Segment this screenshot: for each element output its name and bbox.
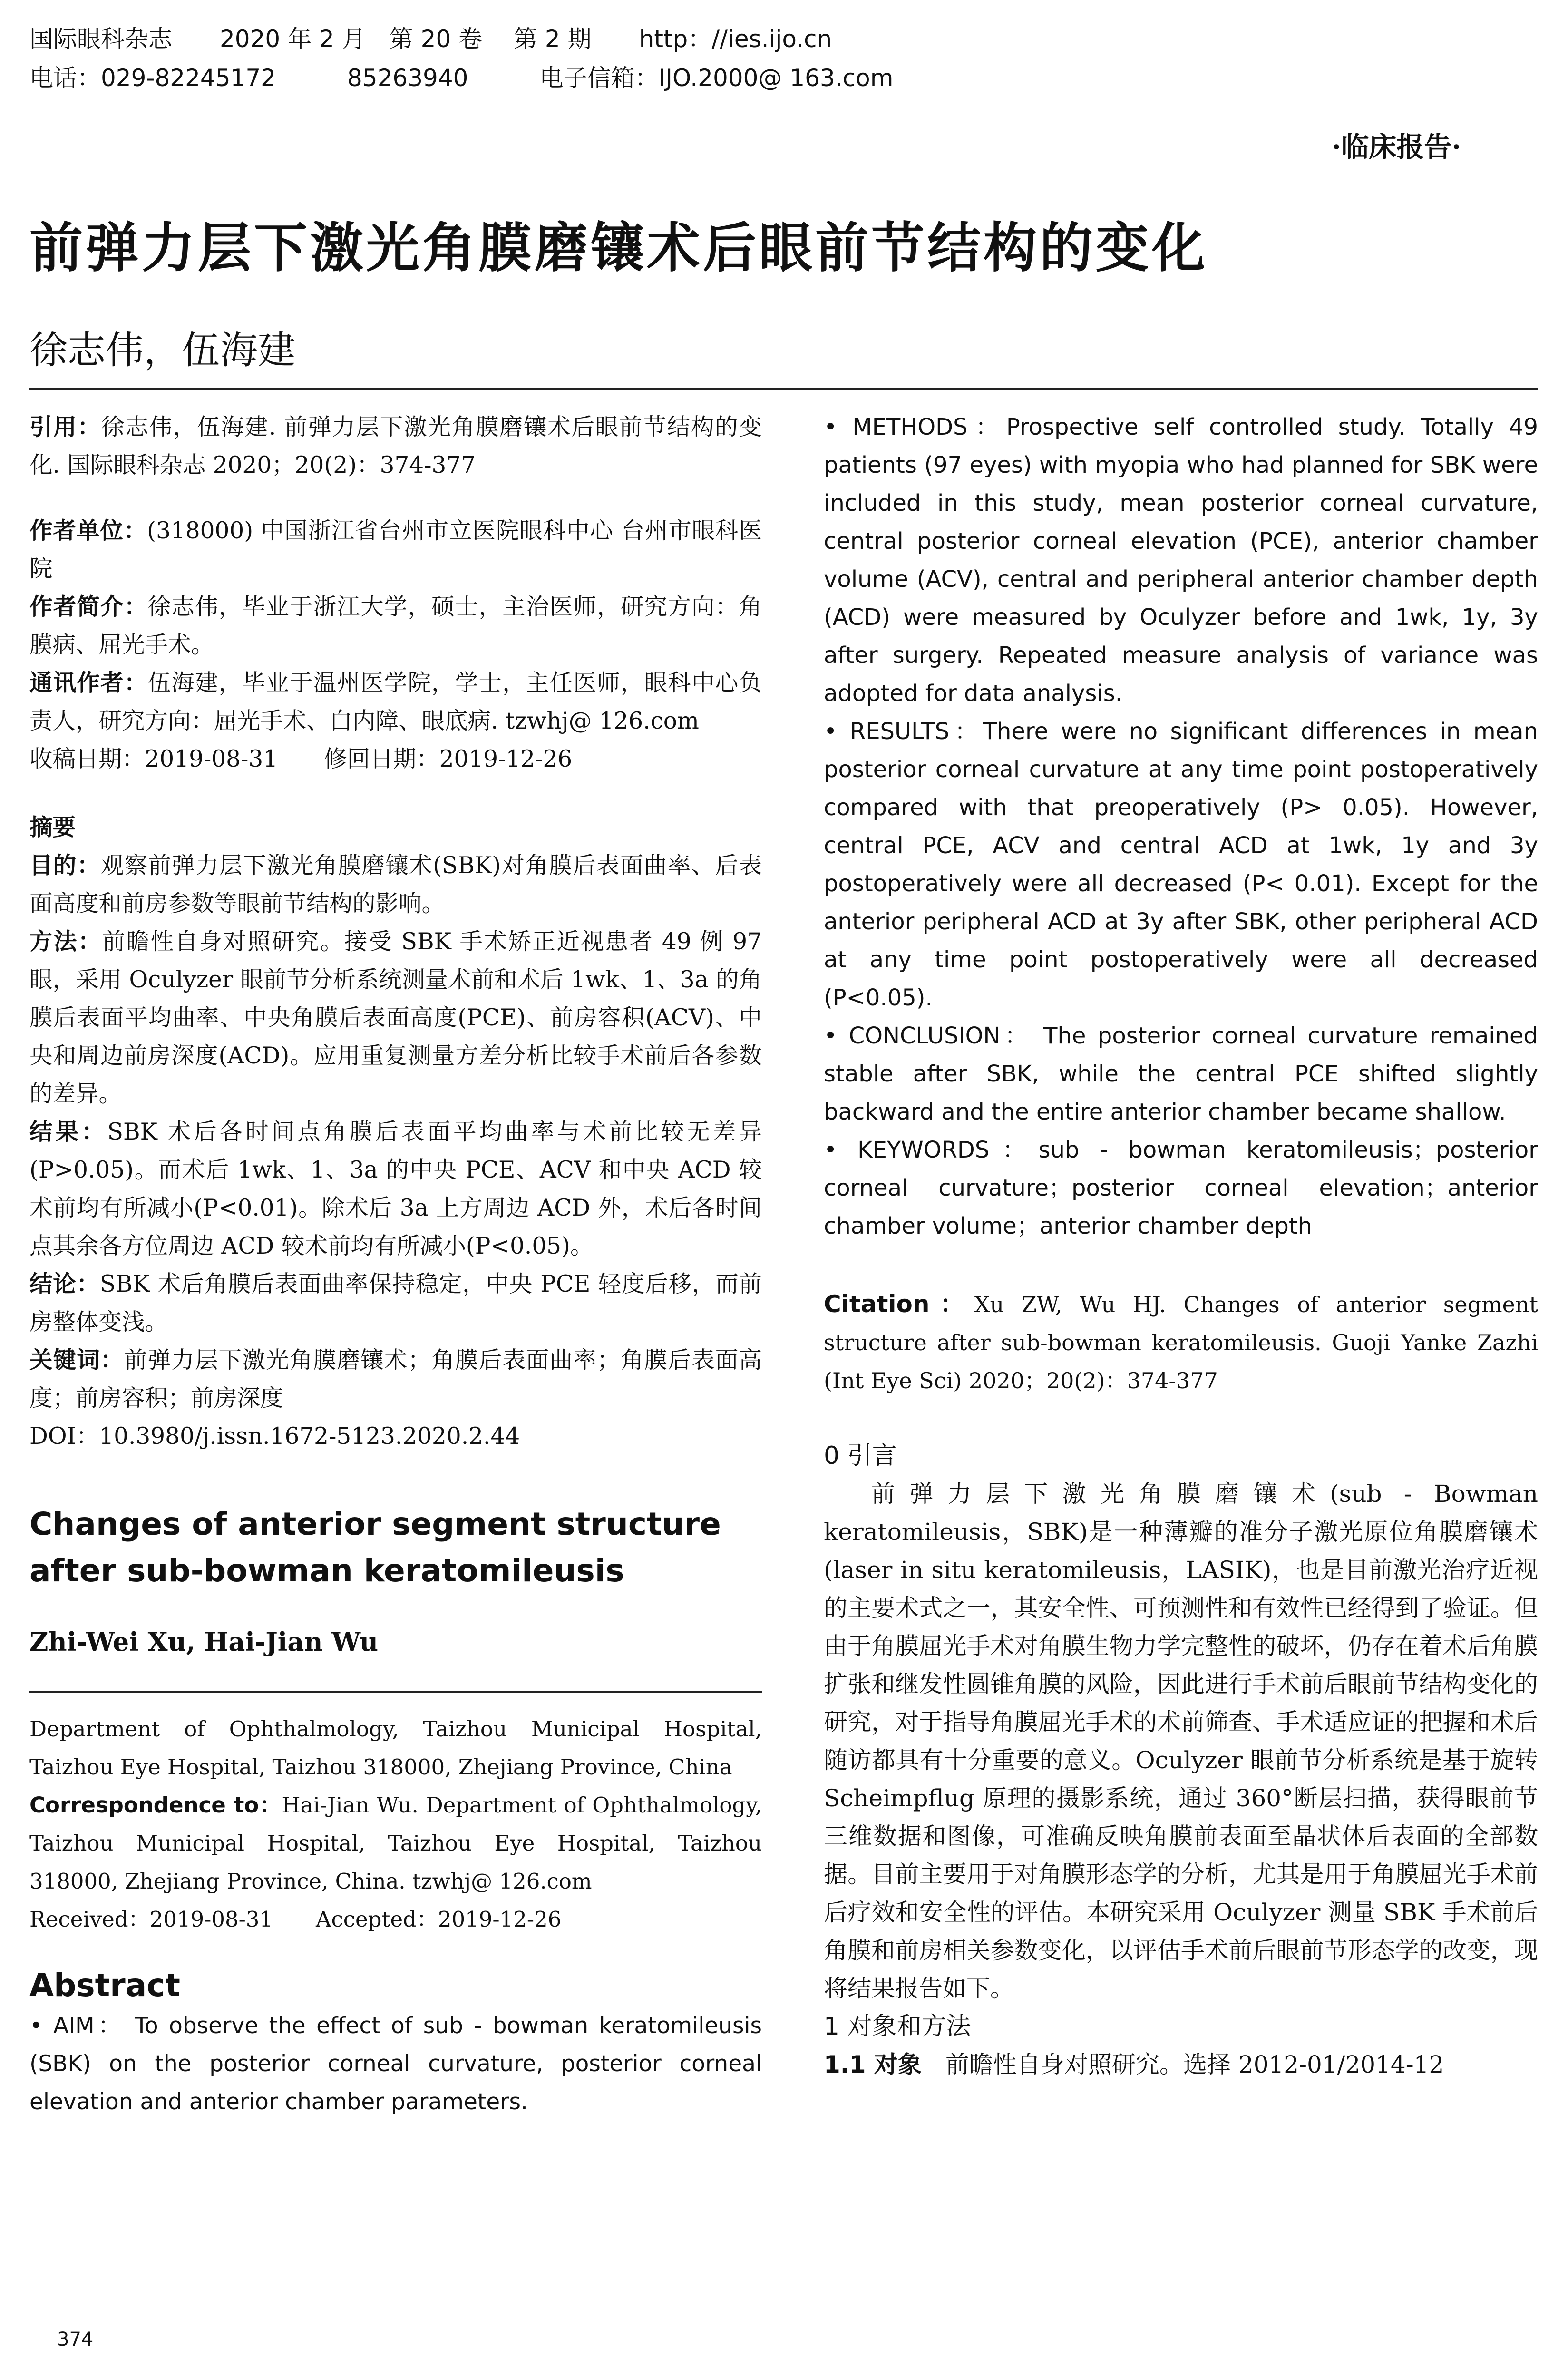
cn-affiliation-label: 作者单位： xyxy=(29,517,147,544)
cn-citation xyxy=(29,408,762,484)
en-abstract-heading: Abstract xyxy=(29,1967,180,2004)
cn-keywords-label: 关键词： xyxy=(29,1347,124,1374)
en-authors: Zhi-Wei Xu, Hai-Jian Wu xyxy=(29,1627,379,1657)
cn-conclusion-label: 结论： xyxy=(29,1271,100,1297)
cn-aim-text: 观察前弹力层下激光角膜磨镶术(SBK)对角膜后表面曲率、后表面高度和前房参数等眼前节结构的影响。 xyxy=(29,852,762,917)
cn-corresponding-text: 伍海建，毕业于温州医学院，学士，主任医师，眼科中心负责人，研究方向：屈光手术、白内障、眼底病. tzwhj@ 126.com xyxy=(29,670,762,734)
cn-keywords xyxy=(29,1341,762,1417)
en-aim: • AIM： To observe the effect of sub - bowman keratomileusis (SBK) on the posterior corneal curvature, posterior corneal elevation and anterior chamber parameters. xyxy=(29,2013,762,2115)
subjects-text: 前瞻性自身对照研究。选择 2012-01/2014-12 xyxy=(945,2051,1444,2078)
right-column xyxy=(824,408,1538,2084)
cn-aim-label: 目的： xyxy=(29,852,101,879)
cn-author-bio xyxy=(29,588,762,664)
left-column xyxy=(29,408,762,2121)
cn-methods-text: 前瞻性自身对照研究。接受 SBK 手术矫正近视患者 49 例 97 眼，采用 Oculyzer 眼前节分析系统测量术前和术后 1wk、1、3a 的角膜后表面平均曲率、中央角膜后表面高度(PCE)、前房容积(ACV)、中央和周边前房深度(ACD)。应用重复测量方差分析比较手术前后各参数的差异。 xyxy=(29,928,762,1107)
cn-corresponding-label: 通讯作者： xyxy=(29,670,148,696)
en-department: Department of Ophthalmology, Taizhou Municipal Hospital, Taizhou Eye Hospital, Taizhou 318000, Zhejiang Province, China xyxy=(29,1716,762,1780)
en-conclusion: • CONCLUSION： The posterior corneal curvature remained stable after SBK, while the central PCE shifted slightly backward and the entire anterior chamber became shallow. xyxy=(824,1023,1538,1125)
cn-methods-label: 方法： xyxy=(29,928,102,955)
article-authors: 徐志伟，伍海建 xyxy=(29,328,296,372)
title-divider xyxy=(29,388,1538,390)
cn-affiliation-text: (318000) 中国浙江省台州市立医院眼科中心 台州市眼科医院 xyxy=(29,517,762,582)
cn-author-bio-label: 作者简介： xyxy=(29,594,148,620)
cn-dates: 收稿日期：2019-08-31 修回日期：2019-12-26 xyxy=(29,746,573,772)
cn-doi: DOI：10.3980/j.issn.1672-5123.2020.2.44 xyxy=(29,1423,520,1450)
journal-header-line2: 电话：029-82245172 85263940 电子信箱：IJO.2000@ 163.com xyxy=(29,64,894,92)
cn-results-text: SBK 术后各时间点角膜后表面平均曲率与术前比较无差异(P>0.05)。而术后 1wk、1、3a 的中央 PCE、ACV 和中央 ACD 较术前均有所减小(P<0.01)。除术后 3a 上方周边 ACD 外，术后各时间点其余各方位周边 ACD 较术前均有所减小(P<0.05)。 xyxy=(29,1119,762,1259)
en-correspondence-text: Hai-Jian Wu. Department of Ophthalmology, Taizhou Municipal Hospital, Taizhou Eye Hospital, Taizhou 318000, Zhejiang Province, China. tzwhj@ 126.com xyxy=(29,1792,762,1894)
en-results: • RESULTS：There were no significant differences in mean posterior corneal curvature at any time point postoperatively compared with that preoperatively (P> 0.05). However, central PCE, ACV and central ACD at 1wk, 1y and 3y postoperatively were all decreased (P< 0.01). Except for the anterior peripheral ACD at 3y after SBK, other peripheral ACD at any time point postoperatively were all decreased (P<0.05). xyxy=(824,718,1538,1011)
cn-author-bio-text: 徐志伟，毕业于浙江大学，硕士，主治医师，研究方向：角膜病、屈光手术。 xyxy=(29,594,762,658)
page-number: 374 xyxy=(57,2328,94,2350)
journal-header-line1: 国际眼科杂志 2020 年 2 月 第 20 卷 第 2 期 http：//ies.ijo.cn xyxy=(29,25,832,53)
cn-affiliation xyxy=(29,512,762,588)
intro-heading: 0 引言 xyxy=(824,1442,897,1470)
cn-results xyxy=(29,1113,762,1265)
cn-abstract-heading: 摘要 xyxy=(29,814,76,841)
cn-aim xyxy=(29,847,762,923)
cn-keywords-text: 前弹力层下激光角膜磨镶术；角膜后表面曲率；角膜后表面高度；前房容积；前房深度 xyxy=(29,1347,762,1412)
intro-text: 前弹力层下激光角膜磨镶术(sub - Bowman keratomileusis，SBK)是一种薄瓣的准分子激光原位角膜磨镶术(laser in situ keratomileusis，LASIK)，也是目前激光治疗近视的主要术式之一，其安全性、可预测性和有效性已经得到了验证。但由于角膜屈光手术对角膜生物力学完整性的破坏，仍存在着术后角膜扩张和继发性圆锥角膜的风险，因此进行手术前后眼前节结构变化的研究，对于指导角膜屈光手术的术前筛查、手术适应证的把握和术后随访都具有十分重要的意义。Oculyzer 眼前节分析系统是基于旋转 Scheimpflug 原理的摄影系统，通过 360°断层扫描，获得眼前节三维数据和图像，可准确反映角膜前表面至晶状体后表面的全部数据。目前主要用于对角膜形态学的分析，尤其是用于角膜屈光手术前后疗效和安全性的评估。本研究采用 Oculyzer 测量 SBK 手术前后角膜和前房相关参数变化，以评估手术前后眼前节形态学的改变，现将结果报告如下。 xyxy=(824,1480,1538,2002)
en-authors-divider xyxy=(29,1691,762,1693)
cn-methods xyxy=(29,923,762,1113)
en-correspondence xyxy=(29,1786,762,1900)
cn-conclusion xyxy=(29,1265,762,1341)
cn-conclusion-text: SBK 术后角膜后表面曲率保持稳定，中央 PCE 轻度后移，而前房整体变浅。 xyxy=(29,1271,762,1335)
cn-citation-label: 引用： xyxy=(29,414,101,440)
en-correspondence-label: Correspondence to： xyxy=(29,1792,282,1818)
methods-heading: 1 对象和方法 xyxy=(824,2012,971,2041)
en-received-accepted: Received：2019-08-31 Accepted：2019-12-26 xyxy=(29,1907,562,1932)
subjects-heading: 1.1 对象 xyxy=(824,2051,922,2078)
article-title: 前弹力层下激光角膜磨镶术后眼前节结构的变化 xyxy=(29,217,1208,279)
en-keywords: • KEYWORDS：sub - bowman keratomileusis；posterior corneal curvature；posterior corneal elevation；anterior chamber volume；anterior chamber depth xyxy=(824,1137,1538,1239)
cn-citation-text: 徐志伟，伍海建. 前弹力层下激光角膜磨镶术后眼前节结构的变化. 国际眼科杂志 2020；20(2)：374-377 xyxy=(29,414,762,478)
en-citation-label: Citation： xyxy=(824,1290,974,1318)
en-citation xyxy=(824,1285,1538,1400)
en-title: Changes of anterior segment structure after sub-bowman keratomileusis xyxy=(29,1506,721,1589)
cn-corresponding xyxy=(29,664,762,740)
en-citation-text: Xu ZW, Wu HJ. Changes of anterior segment structure after sub-bowman keratomileusis. Guoji Yanke Zazhi (Int Eye Sci) 2020；20(2)：374-377 xyxy=(824,1292,1538,1393)
cn-results-label: 结果： xyxy=(29,1119,107,1145)
subjects-paragraph xyxy=(824,2046,1538,2084)
en-methods: • METHODS：Prospective self controlled study. Totally 49 patients (97 eyes) with myopia who had planned for SBK were included in this study, mean posterior corneal curvature, central posterior corneal elevation (PCE), anterior chamber volume (ACV), central and peripheral anterior chamber depth (ACD) were measured by Oculyzer before and 1wk, 1y, 3y after surgery. Repeated measure analysis of variance was adopted for data analysis. xyxy=(824,414,1538,707)
section-tag: ·临床报告· xyxy=(1332,131,1461,163)
